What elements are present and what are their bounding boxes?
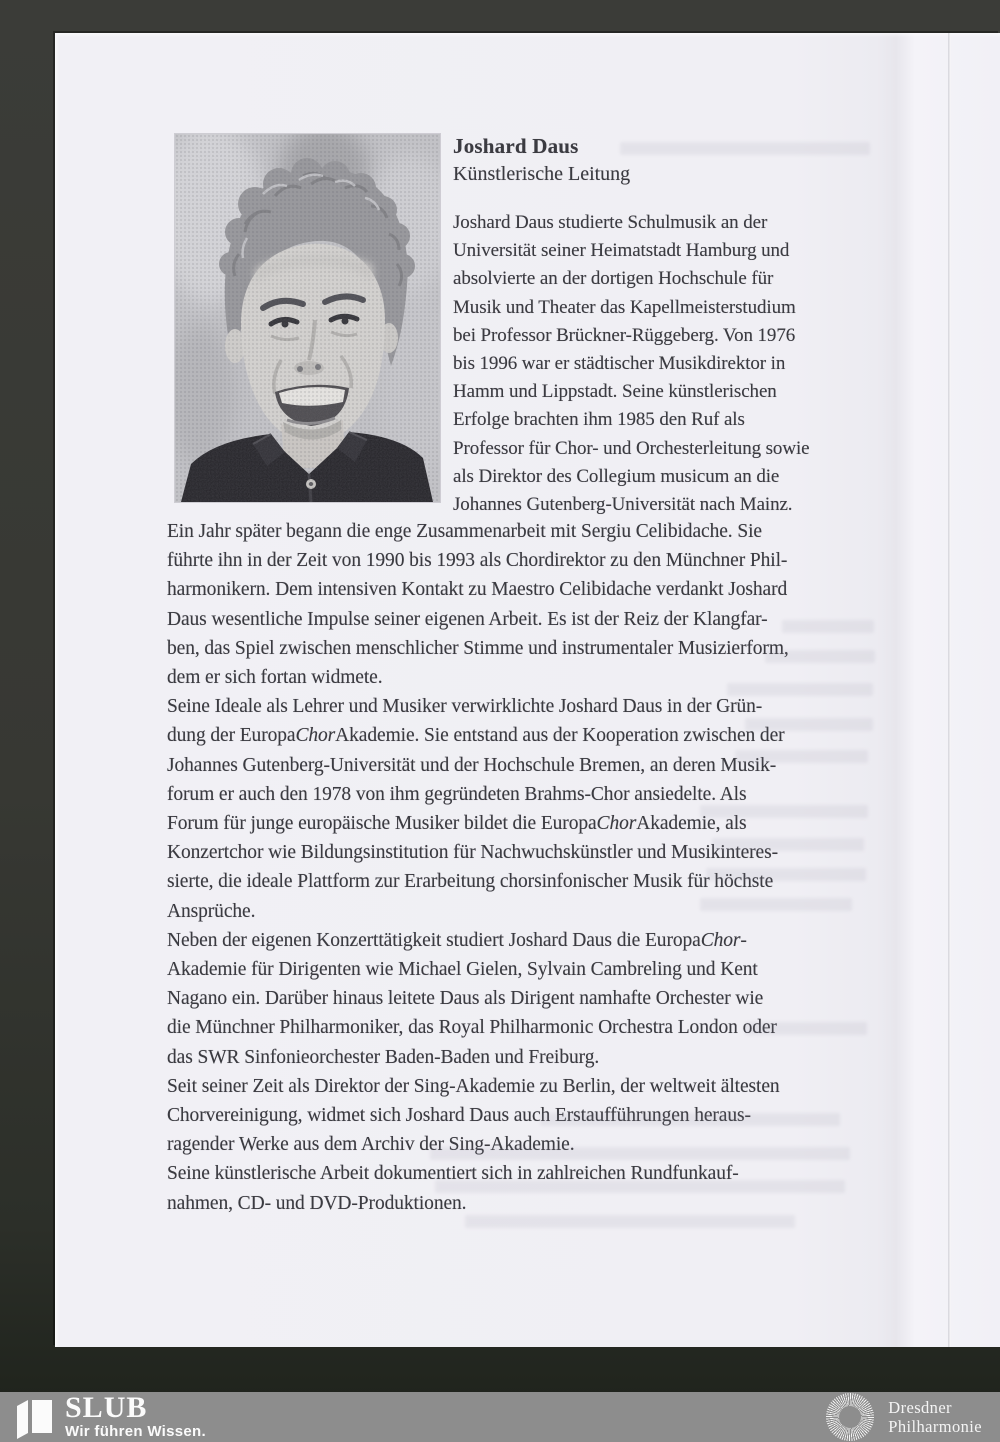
bleed-line (540, 1113, 840, 1126)
text-line: harmonikern. Dem intensiven Kontakt zu Maestro Celibidache verdankt Joshard (167, 579, 788, 601)
text-line: Ansprüche. (167, 900, 256, 922)
text-line: Professor für Chor- und Orchesterleitung sowie (453, 437, 810, 459)
starburst-icon (826, 1393, 874, 1441)
text-line: absolvierte an der dortigen Hochschule für (453, 268, 774, 290)
bleed-line (745, 718, 873, 731)
text-line: sierte, die ideale Plattform zur Erarbeitung chorsinfonischer Musik für höchste (167, 871, 774, 893)
text-line: Seit seiner Zeit als Direktor der Sing-Akademie zu Berlin, der weltweit ältesten (167, 1075, 780, 1097)
philharmonie-text (888, 1398, 982, 1436)
bleed-line (782, 620, 874, 633)
page-fold (948, 33, 951, 1347)
text-line: Chorvereinigung, widmet sich Joshard Daus auch Erstaufführungen heraus- (167, 1105, 751, 1127)
bio-column-text (453, 209, 809, 519)
bleed-line (712, 838, 864, 851)
slub-wordmark: SLUB (65, 1391, 148, 1424)
text-line: bis 1996 war er städtischer Musikdirektor in (453, 353, 786, 375)
text-line: dung der EuropaChorAkademie. Sie entstand aus der Kooperation zwischen der (167, 725, 785, 747)
portrait-illustration (175, 134, 440, 502)
bleed-line (745, 1022, 867, 1035)
slub-logo (15, 1391, 206, 1440)
text-line: Seine Ideale als Lehrer und Musiker verwirklichte Joshard Daus in der Grün- (167, 696, 763, 718)
slub-tagline: Wir führen Wissen. (65, 1423, 206, 1440)
artist-name-heading: Joshard Daus (453, 134, 579, 158)
text-line: Neben der eigenen Konzerttätigkeit studiert Joshard Daus die EuropaChor- (167, 929, 747, 951)
text-line: bei Professor Brückner-Rüggeberg. Von 1976 (453, 324, 796, 346)
footer-watermark-bar (0, 1392, 1000, 1442)
text-line: Akademie für Dirigenten wie Michael Gielen, Sylvain Cambreling und Kent (167, 959, 758, 981)
text-line: forum er auch den 1978 von ihm gegründeten Brahms-Chor ansiedelte. Als (167, 783, 747, 805)
text-line: Konzertchor wie Bildungsinstitution für Nachwuchskünstler und Musikinteres- (167, 842, 778, 864)
dresdner-philharmonie-logo (826, 1393, 982, 1441)
text-line: ragender Werke aus dem Archiv der Sing-Akademie. (167, 1134, 575, 1156)
text-line: ben, das Spiel zwischen menschlicher Stimme und instrumentaler Musizierform, (167, 637, 789, 659)
bleed-line (735, 750, 868, 763)
bleed-line (700, 805, 868, 818)
text-line: die Münchner Philharmoniker, das Royal Philharmonic Orchestra London oder (167, 1017, 777, 1039)
text-line: nahmen, CD- und DVD-Produktionen. (167, 1192, 467, 1214)
text-line: Ein Jahr später begann die enge Zusammenarbeit mit Sergiu Celibidache. Sie (167, 521, 762, 542)
bleed-line (706, 868, 866, 881)
text-line: Hamm und Lippstadt. Seine künstlerischen (453, 381, 777, 403)
scanned-page (55, 33, 1000, 1347)
bleed-line (465, 1215, 795, 1228)
text-line: Johannes Gutenberg-Universität und der Hochschule Bremen, an deren Musik- (167, 754, 777, 776)
text-line: führte ihn in der Zeit von 1990 bis 1993 als Chordirektor zu den Münchner Phil- (167, 550, 788, 572)
text-line: Universität seiner Heimatstadt Hamburg und (453, 240, 790, 262)
text-line: Forum für junge europäische Musiker bildet die EuropaChorAkademie, als (167, 813, 747, 835)
bleed-line (765, 650, 875, 663)
bleed-line (435, 1180, 845, 1193)
text-line: Johannes Gutenberg-Universität nach Mainz. (453, 494, 793, 516)
text-line: als Direktor des Collegium musicum an die (453, 465, 780, 487)
text-line: Daus wesentliche Impulse seiner eigenen Arbeit. Es ist der Reiz der Klangfar- (167, 608, 768, 630)
text-line: das SWR Sinfonieorchester Baden-Baden und Freiburg. (167, 1046, 600, 1068)
philharmonie-name-line2: Philharmonie (888, 1417, 982, 1436)
text-line: Joshard Daus studierte Schulmusik an der (453, 212, 768, 233)
slub-text (65, 1391, 206, 1440)
slub-book-icon (15, 1397, 53, 1439)
bleed-line (700, 898, 852, 911)
bleed-line (727, 683, 873, 696)
bleed-line (620, 142, 870, 155)
text-line: dem er sich fortan widmete. (167, 667, 383, 689)
artist-role-subheading: Künstlerische Leitung (453, 163, 631, 185)
text-line: Musik und Theater das Kapellmeisterstudium (453, 296, 796, 318)
text-line: Seine künstlerische Arbeit dokumentiert sich in zahlreichen Rundfunkauf- (167, 1163, 739, 1185)
portrait-photo (175, 134, 440, 502)
text-line: Nagano ein. Darüber hinaus leitete Daus als Dirigent namhafte Orchester wie (167, 988, 764, 1010)
philharmonie-name-line1: Dresdner (888, 1398, 952, 1417)
text-line: Erfolge brachten ihm 1985 den Ruf als (453, 409, 745, 431)
bleed-line (430, 1147, 850, 1160)
